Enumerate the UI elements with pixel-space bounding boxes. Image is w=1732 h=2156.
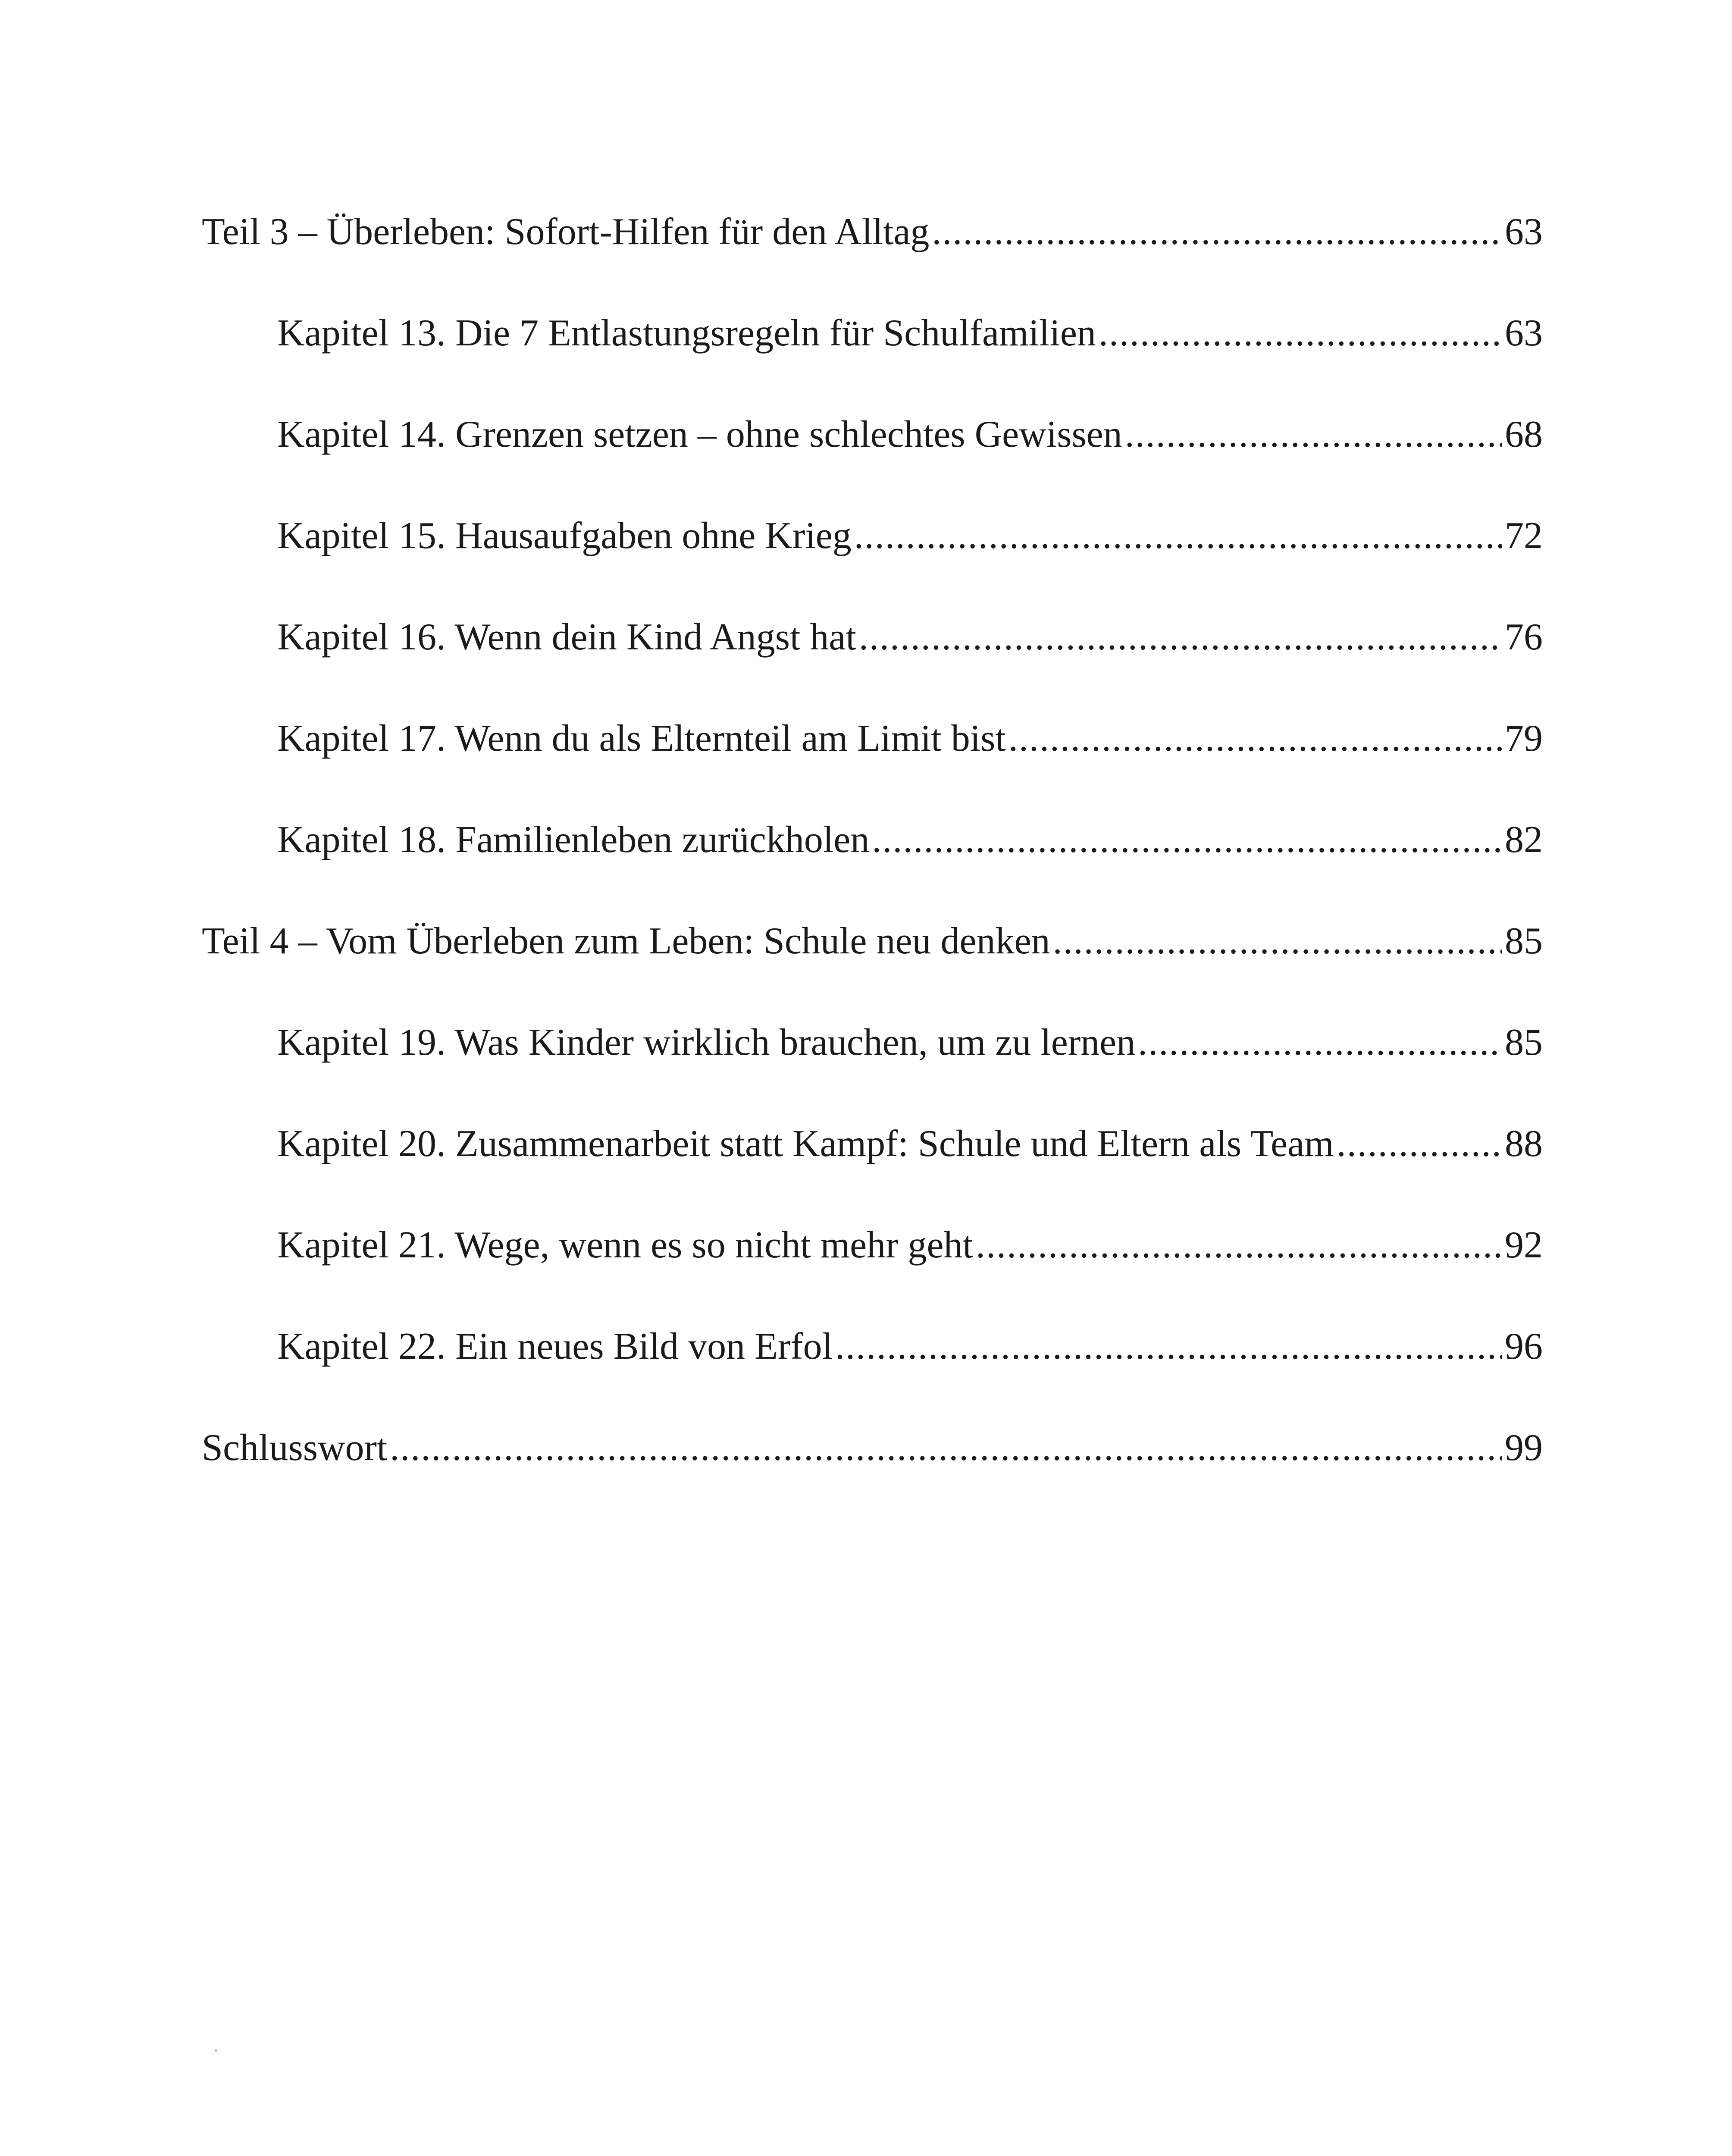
toc-entry-kapitel-14[interactable] bbox=[202, 404, 1543, 506]
toc-entry-teil-3[interactable] bbox=[202, 202, 1543, 303]
dot-leader bbox=[1337, 1114, 1502, 1174]
toc-entry-title: Kapitel 16. Wenn dein Kind Angst hat bbox=[277, 616, 856, 658]
toc-entry-title: Kapitel 18. Familienleben zurückholen bbox=[277, 819, 870, 861]
toc-entry-kapitel-21[interactable] bbox=[202, 1215, 1543, 1316]
toc-entry-page-number: 63 bbox=[1505, 312, 1543, 354]
toc-entry-page-number: 63 bbox=[1505, 211, 1543, 253]
toc-entry-page-number: 72 bbox=[1505, 515, 1543, 557]
toc-entry-teil-4[interactable] bbox=[202, 911, 1543, 1012]
dot-leader bbox=[835, 1316, 1502, 1377]
toc-entry-page-number: 76 bbox=[1505, 616, 1543, 658]
toc-entry-kapitel-17[interactable] bbox=[202, 708, 1543, 810]
dot-leader bbox=[1053, 911, 1502, 971]
toc-entry-title: Teil 4 – Vom Überleben zum Leben: Schule neu denken bbox=[202, 920, 1050, 962]
dot-leader bbox=[1099, 303, 1502, 364]
scan-speck bbox=[215, 2049, 217, 2052]
toc-entry-kapitel-19[interactable] bbox=[202, 1012, 1543, 1114]
dot-leader bbox=[1125, 404, 1502, 465]
toc-entry-title: Teil 3 – Überleben: Sofort-Hilfen für den Alltag bbox=[202, 211, 930, 253]
toc-entry-page-number: 88 bbox=[1505, 1123, 1543, 1165]
toc-entry-title: Kapitel 13. Die 7 Entlastungsregeln für Schulfamilien bbox=[277, 312, 1096, 354]
dot-leader bbox=[976, 1215, 1502, 1275]
toc-entry-title: Kapitel 19. Was Kinder wirklich brauchen, um zu lernen bbox=[277, 1022, 1136, 1063]
toc-entry-title: Kapitel 17. Wenn du als Elternteil am Limit bist bbox=[277, 718, 1006, 759]
table-of-contents bbox=[202, 202, 1543, 1519]
dot-leader bbox=[854, 506, 1502, 566]
toc-entry-kapitel-22[interactable] bbox=[202, 1316, 1543, 1418]
toc-entry-title: Schlusswort bbox=[202, 1427, 388, 1469]
toc-entry-title: Kapitel 22. Ein neues Bild von Erfol bbox=[277, 1326, 833, 1367]
toc-entry-schlusswort[interactable] bbox=[202, 1418, 1543, 1519]
toc-entry-title: Kapitel 20. Zusammenarbeit statt Kampf: Schule und Eltern als Team bbox=[277, 1123, 1334, 1165]
dot-leader bbox=[859, 607, 1502, 667]
toc-entry-page-number: 92 bbox=[1505, 1224, 1543, 1266]
toc-entry-page-number: 82 bbox=[1505, 819, 1543, 861]
toc-entry-title: Kapitel 14. Grenzen setzen – ohne schlechtes Gewissen bbox=[277, 414, 1122, 455]
toc-entry-page-number: 96 bbox=[1505, 1326, 1543, 1367]
toc-entry-kapitel-13[interactable] bbox=[202, 303, 1543, 404]
dot-leader bbox=[1009, 708, 1502, 769]
dot-leader bbox=[1138, 1012, 1502, 1073]
toc-entry-page-number: 79 bbox=[1505, 718, 1543, 759]
dot-leader bbox=[932, 202, 1502, 262]
toc-entry-kapitel-16[interactable] bbox=[202, 607, 1543, 708]
toc-entry-title: Kapitel 21. Wege, wenn es so nicht mehr geht bbox=[277, 1224, 973, 1266]
toc-entry-page-number: 85 bbox=[1505, 1022, 1543, 1063]
toc-entry-title: Kapitel 15. Hausaufgaben ohne Krieg bbox=[277, 515, 852, 557]
toc-entry-page-number: 85 bbox=[1505, 920, 1543, 962]
toc-entry-kapitel-20[interactable] bbox=[202, 1114, 1543, 1215]
toc-entry-page-number: 68 bbox=[1505, 414, 1543, 455]
dot-leader bbox=[390, 1418, 1502, 1478]
toc-entry-kapitel-18[interactable] bbox=[202, 810, 1543, 911]
dot-leader bbox=[872, 810, 1502, 870]
toc-entry-page-number: 99 bbox=[1505, 1427, 1543, 1469]
toc-entry-kapitel-15[interactable] bbox=[202, 506, 1543, 607]
